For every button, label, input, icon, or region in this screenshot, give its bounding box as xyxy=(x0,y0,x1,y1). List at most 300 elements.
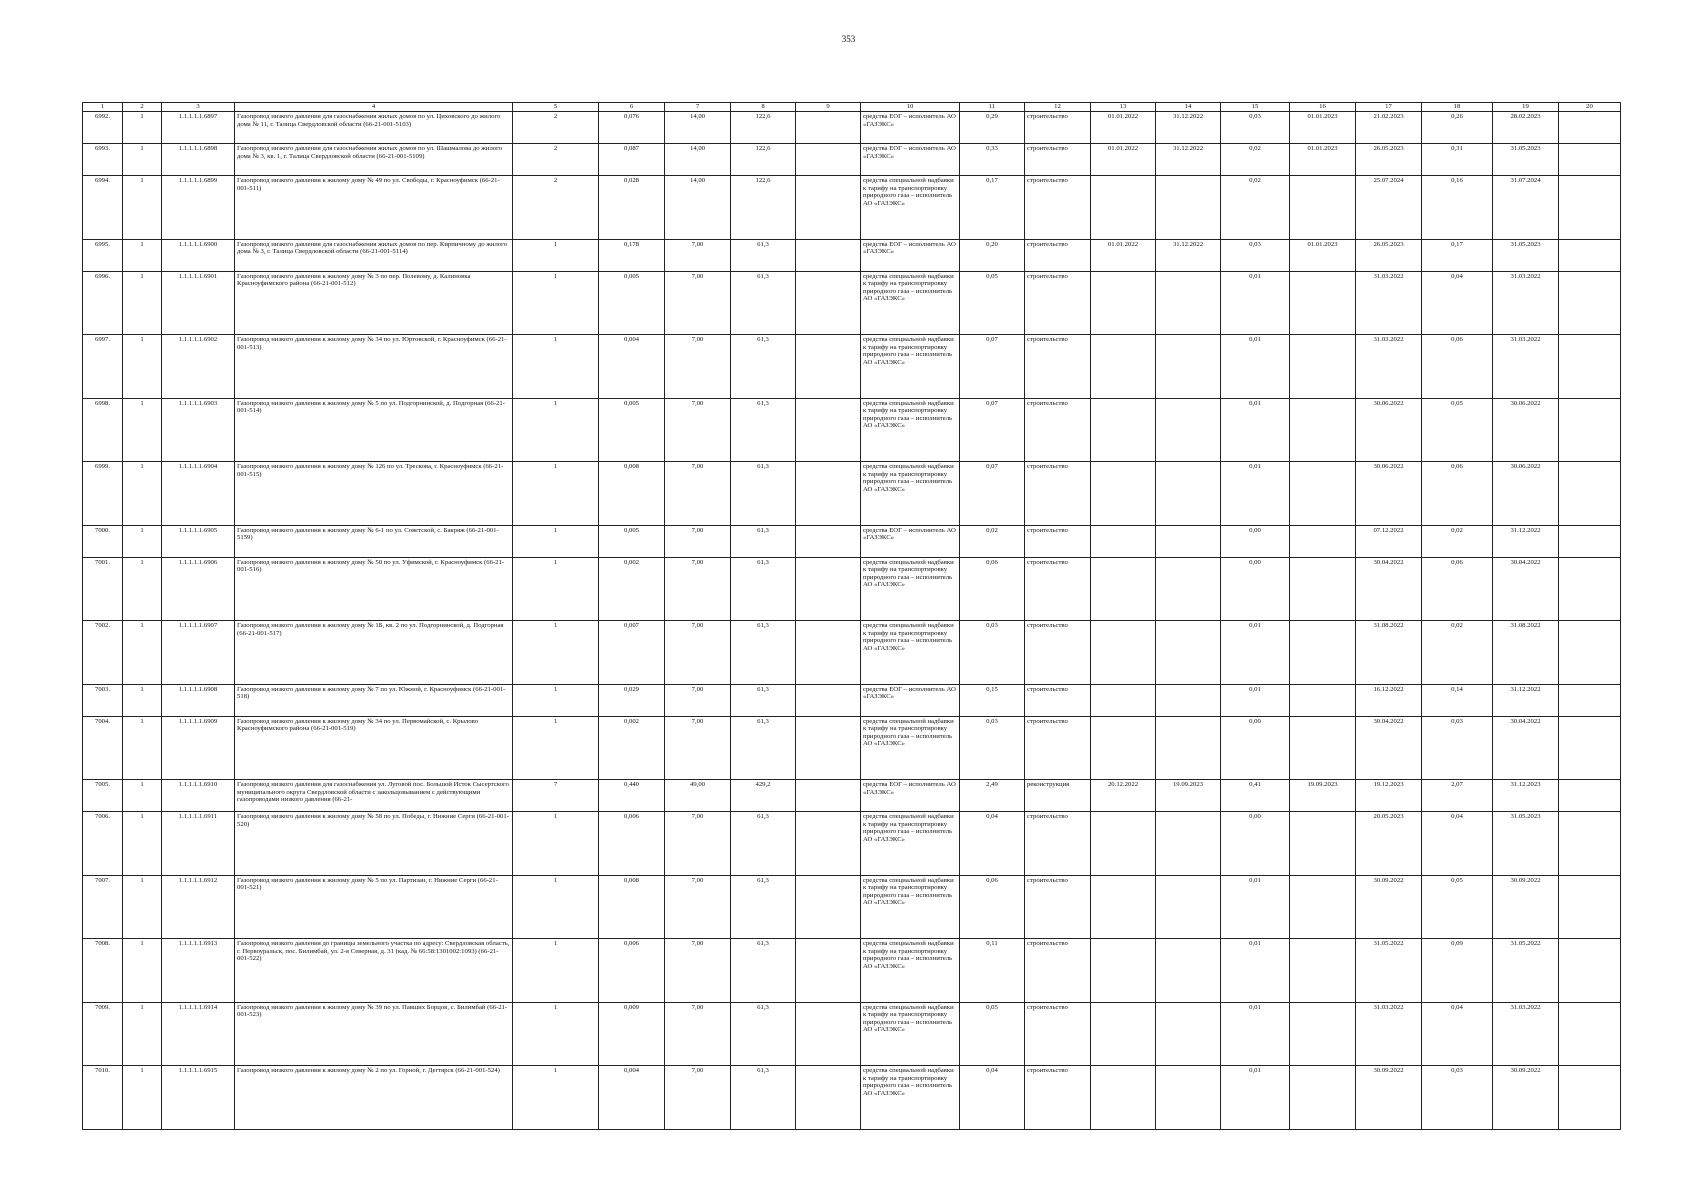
object-code: 1.1.1.1.1.6902 xyxy=(162,335,235,399)
work-type: реконструкция xyxy=(1025,780,1091,812)
col-16: 01.01.2023 xyxy=(1290,144,1356,176)
col-20 xyxy=(1559,875,1621,939)
col-5: 2 xyxy=(513,176,599,240)
table-row xyxy=(83,780,1621,812)
object-code: 1.1.1.1.1.6897 xyxy=(162,112,235,144)
length-km: 0,009 xyxy=(599,1002,665,1066)
commission-date: 30.06.2022 xyxy=(1493,398,1559,462)
length-km: 0,028 xyxy=(599,176,665,240)
work-type: строительство xyxy=(1025,462,1091,526)
col-7: 7,00 xyxy=(665,875,731,939)
row-group: 1 xyxy=(123,525,162,557)
row-index: 6993. xyxy=(83,144,123,176)
col-16 xyxy=(1290,462,1356,526)
row-group: 1 xyxy=(123,780,162,812)
col-16 xyxy=(1290,684,1356,716)
col-9 xyxy=(796,780,861,812)
column-number: 3 xyxy=(162,103,235,112)
table-row xyxy=(83,271,1621,335)
length-km: 0,005 xyxy=(599,398,665,462)
column-number: 15 xyxy=(1221,103,1290,112)
row-index: 6999. xyxy=(83,462,123,526)
work-type: строительство xyxy=(1025,176,1091,240)
col-15: 0,03 xyxy=(1221,112,1290,144)
col-5: 1 xyxy=(513,1002,599,1066)
col-17: 30.09.2022 xyxy=(1356,1066,1422,1130)
end-date xyxy=(1156,684,1221,716)
col-7: 14,00 xyxy=(665,112,731,144)
col-7: 7,00 xyxy=(665,462,731,526)
row-group: 1 xyxy=(123,335,162,399)
col-7: 7,00 xyxy=(665,525,731,557)
start-date: 01.01.2022 xyxy=(1091,112,1156,144)
col-18: 0,26 xyxy=(1422,112,1493,144)
row-group: 1 xyxy=(123,716,162,780)
col-8: 61,3 xyxy=(731,939,796,1003)
col-18: 0,14 xyxy=(1422,684,1493,716)
col-18: 0,05 xyxy=(1422,398,1493,462)
col-8: 61,3 xyxy=(731,557,796,621)
length-km: 0,029 xyxy=(599,684,665,716)
col-16: 01.01.2023 xyxy=(1290,239,1356,271)
object-code: 1.1.1.1.1.6907 xyxy=(162,621,235,685)
col-7: 7,00 xyxy=(665,239,731,271)
col-16 xyxy=(1290,1002,1356,1066)
table-row xyxy=(83,525,1621,557)
col-20 xyxy=(1559,1066,1621,1130)
cost: 0,07 xyxy=(960,462,1025,526)
col-8: 61,3 xyxy=(731,875,796,939)
col-7: 7,00 xyxy=(665,557,731,621)
col-18: 0,17 xyxy=(1422,239,1493,271)
row-group: 1 xyxy=(123,144,162,176)
col-17: 07.12.2022 xyxy=(1356,525,1422,557)
col-15: 0,01 xyxy=(1221,271,1290,335)
col-8: 429,2 xyxy=(731,780,796,812)
col-5: 1 xyxy=(513,716,599,780)
start-date xyxy=(1091,398,1156,462)
row-index: 6998. xyxy=(83,398,123,462)
end-date: 19.09.2023 xyxy=(1156,780,1221,812)
col-16 xyxy=(1290,621,1356,685)
col-5: 1 xyxy=(513,621,599,685)
row-group: 1 xyxy=(123,239,162,271)
start-date xyxy=(1091,684,1156,716)
col-9 xyxy=(796,398,861,462)
financing-source: средства специальной надбавки к тарифу на транспортировку природного газа – исполнитель АО «ГАЗЭКС» xyxy=(861,176,960,240)
col-5: 1 xyxy=(513,812,599,876)
investment-program-table xyxy=(82,102,1621,1130)
cost: 0,07 xyxy=(960,398,1025,462)
start-date xyxy=(1091,621,1156,685)
object-code: 1.1.1.1.1.6908 xyxy=(162,684,235,716)
column-number: 18 xyxy=(1422,103,1493,112)
col-18: 0,02 xyxy=(1422,621,1493,685)
end-date: 31.12.2022 xyxy=(1156,112,1221,144)
end-date xyxy=(1156,621,1221,685)
length-km: 0,008 xyxy=(599,462,665,526)
length-km: 0,087 xyxy=(599,144,665,176)
table-row xyxy=(83,716,1621,780)
col-20 xyxy=(1559,525,1621,557)
col-5: 1 xyxy=(513,462,599,526)
col-8: 61,3 xyxy=(731,335,796,399)
col-8: 61,3 xyxy=(731,239,796,271)
col-5: 1 xyxy=(513,875,599,939)
object-code: 1.1.1.1.1.6915 xyxy=(162,1066,235,1130)
col-20 xyxy=(1559,716,1621,780)
col-16: 01.01.2023 xyxy=(1290,112,1356,144)
end-date xyxy=(1156,335,1221,399)
col-5: 1 xyxy=(513,335,599,399)
col-17: 31.08.2022 xyxy=(1356,621,1422,685)
cost: 0,02 xyxy=(960,525,1025,557)
cost: 0,06 xyxy=(960,557,1025,621)
commission-date: 31.03.2022 xyxy=(1493,335,1559,399)
col-8: 61,3 xyxy=(731,271,796,335)
col-7: 7,00 xyxy=(665,621,731,685)
start-date xyxy=(1091,716,1156,780)
end-date xyxy=(1156,716,1221,780)
financing-source: средства ЕОГ – исполнитель АО «ГАЗЭКС» xyxy=(861,239,960,271)
cost: 0,11 xyxy=(960,939,1025,1003)
col-9 xyxy=(796,271,861,335)
object-code: 1.1.1.1.1.6912 xyxy=(162,875,235,939)
object-name: Газопровод низкого давления к жилому дому № 6-1 по ул. Советской, с. Бакряж (66-21-001-5159) xyxy=(235,525,513,557)
column-number: 11 xyxy=(960,103,1025,112)
work-type: строительство xyxy=(1025,875,1091,939)
financing-source: средства специальной надбавки к тарифу на транспортировку природного газа – исполнитель АО «ГАЗЭКС» xyxy=(861,875,960,939)
length-km: 0,005 xyxy=(599,271,665,335)
commission-date: 31.07.2024 xyxy=(1493,176,1559,240)
col-15: 0,01 xyxy=(1221,875,1290,939)
col-17: 25.07.2024 xyxy=(1356,176,1422,240)
column-number: 1 xyxy=(83,103,123,112)
work-type: строительство xyxy=(1025,716,1091,780)
work-type: строительство xyxy=(1025,335,1091,399)
column-number: 4 xyxy=(235,103,513,112)
col-16 xyxy=(1290,939,1356,1003)
object-code: 1.1.1.1.1.6909 xyxy=(162,716,235,780)
commission-date: 28.02.2023 xyxy=(1493,112,1559,144)
length-km: 0,178 xyxy=(599,239,665,271)
col-8: 61,3 xyxy=(731,462,796,526)
row-index: 7000. xyxy=(83,525,123,557)
col-20 xyxy=(1559,621,1621,685)
end-date xyxy=(1156,1066,1221,1130)
row-group: 1 xyxy=(123,398,162,462)
start-date xyxy=(1091,1002,1156,1066)
col-16 xyxy=(1290,557,1356,621)
col-7: 7,00 xyxy=(665,684,731,716)
length-km: 0,006 xyxy=(599,812,665,876)
table-row xyxy=(83,144,1621,176)
row-index: 6992. xyxy=(83,112,123,144)
table-row xyxy=(83,335,1621,399)
row-index: 7004. xyxy=(83,716,123,780)
col-17: 20.05.2023 xyxy=(1356,812,1422,876)
end-date xyxy=(1156,176,1221,240)
col-8: 61,3 xyxy=(731,812,796,876)
col-15: 0,00 xyxy=(1221,716,1290,780)
start-date xyxy=(1091,335,1156,399)
col-16 xyxy=(1290,875,1356,939)
end-date xyxy=(1156,939,1221,1003)
col-18: 0,04 xyxy=(1422,271,1493,335)
col-5: 1 xyxy=(513,239,599,271)
row-index: 7006. xyxy=(83,812,123,876)
financing-source: средства ЕОГ – исполнитель АО «ГАЗЭКС» xyxy=(861,112,960,144)
cost: 0,29 xyxy=(960,112,1025,144)
col-18: 0,06 xyxy=(1422,557,1493,621)
col-9 xyxy=(796,939,861,1003)
col-7: 7,00 xyxy=(665,716,731,780)
row-index: 7001. xyxy=(83,557,123,621)
work-type: строительство xyxy=(1025,684,1091,716)
col-7: 49,00 xyxy=(665,780,731,812)
start-date xyxy=(1091,525,1156,557)
col-15: 0,03 xyxy=(1221,239,1290,271)
col-9 xyxy=(796,1066,861,1130)
col-5: 2 xyxy=(513,144,599,176)
work-type: строительство xyxy=(1025,525,1091,557)
col-15: 0,00 xyxy=(1221,525,1290,557)
length-km: 0,002 xyxy=(599,716,665,780)
col-17: 31.03.2022 xyxy=(1356,1002,1422,1066)
col-8: 61,3 xyxy=(731,716,796,780)
commission-date: 30.09.2022 xyxy=(1493,875,1559,939)
table-body xyxy=(83,112,1621,1130)
col-18: 0,04 xyxy=(1422,812,1493,876)
column-number: 17 xyxy=(1356,103,1422,112)
financing-source: средства специальной надбавки к тарифу на транспортировку природного газа – исполнитель АО «ГАЗЭКС» xyxy=(861,335,960,399)
cost: 0,03 xyxy=(960,716,1025,780)
row-group: 1 xyxy=(123,812,162,876)
end-date xyxy=(1156,525,1221,557)
end-date xyxy=(1156,557,1221,621)
row-index: 7010. xyxy=(83,1066,123,1130)
end-date: 31.12.2022 xyxy=(1156,144,1221,176)
col-9 xyxy=(796,812,861,876)
object-name: Газопровод низкого давления к жилому дому № 50 по ул. Уфимской, г. Красноуфимск (66-21-001-516) xyxy=(235,557,513,621)
work-type: строительство xyxy=(1025,939,1091,1003)
row-group: 1 xyxy=(123,1002,162,1066)
cost: 0,17 xyxy=(960,176,1025,240)
col-17: 31.05.2022 xyxy=(1356,939,1422,1003)
col-20 xyxy=(1559,684,1621,716)
col-5: 1 xyxy=(513,684,599,716)
financing-source: средства ЕОГ – исполнитель АО «ГАЗЭКС» xyxy=(861,525,960,557)
commission-date: 31.08.2022 xyxy=(1493,621,1559,685)
col-5: 7 xyxy=(513,780,599,812)
table-row xyxy=(83,176,1621,240)
col-8: 122,6 xyxy=(731,176,796,240)
financing-source: средства специальной надбавки к тарифу на транспортировку природного газа – исполнитель АО «ГАЗЭКС» xyxy=(861,621,960,685)
col-20 xyxy=(1559,1002,1621,1066)
object-name: Газопровод низкого давления до границы земельного участка по адресу: Свердловская область, г. Первоуральск, пос. Билимбай, ул. 2-я Северная, д. 31 (кад. № 66:58:1301002:1093) (66-21-001-522) xyxy=(235,939,513,1003)
length-km: 0,004 xyxy=(599,1066,665,1130)
length-km: 0,005 xyxy=(599,525,665,557)
col-8: 61,3 xyxy=(731,525,796,557)
col-16: 19.09.2023 xyxy=(1290,780,1356,812)
col-16 xyxy=(1290,525,1356,557)
column-number: 6 xyxy=(599,103,665,112)
row-group: 1 xyxy=(123,271,162,335)
end-date xyxy=(1156,271,1221,335)
col-17: 31.03.2022 xyxy=(1356,271,1422,335)
col-7: 7,00 xyxy=(665,335,731,399)
object-name: Газопровод низкого давления к жилому дому № 1Б, кв. 2 по ул. Подгорнинской, д. Подгорная (66-21-001-517) xyxy=(235,621,513,685)
commission-date: 31.03.2022 xyxy=(1493,1002,1559,1066)
col-7: 14,00 xyxy=(665,176,731,240)
commission-date: 31.12.2022 xyxy=(1493,684,1559,716)
cost: 0,06 xyxy=(960,875,1025,939)
col-5: 1 xyxy=(513,525,599,557)
work-type: строительство xyxy=(1025,398,1091,462)
work-type: строительство xyxy=(1025,621,1091,685)
object-name: Газопровод низкого давления для газоснабжения ул. Луговой пос. Большой Исток Сысертского муниципального округа Свердловской области с закольцовыванием с действующими газопроводами низкого давления (66-21- xyxy=(235,780,513,812)
col-17: 21.02.2023 xyxy=(1356,112,1422,144)
object-name: Газопровод низкого давления к жилому дому № 5 по ул. Партизан, г. Нижние Серги (66-21-001-521) xyxy=(235,875,513,939)
row-index: 7003. xyxy=(83,684,123,716)
row-index: 7007. xyxy=(83,875,123,939)
start-date: 20.12.2022 xyxy=(1091,780,1156,812)
col-15: 0,01 xyxy=(1221,1066,1290,1130)
column-number: 10 xyxy=(861,103,960,112)
col-15: 0,01 xyxy=(1221,398,1290,462)
col-18: 0,09 xyxy=(1422,939,1493,1003)
col-17: 30.09.2022 xyxy=(1356,875,1422,939)
col-17: 30.04.2022 xyxy=(1356,557,1422,621)
row-group: 1 xyxy=(123,939,162,1003)
col-7: 7,00 xyxy=(665,939,731,1003)
financing-source: средства специальной надбавки к тарифу на транспортировку природного газа – исполнитель АО «ГАЗЭКС» xyxy=(861,462,960,526)
object-code: 1.1.1.1.1.6898 xyxy=(162,144,235,176)
commission-date: 31.12.2022 xyxy=(1493,525,1559,557)
start-date xyxy=(1091,939,1156,1003)
col-5: 1 xyxy=(513,398,599,462)
col-20 xyxy=(1559,239,1621,271)
col-5: 1 xyxy=(513,271,599,335)
col-16 xyxy=(1290,1066,1356,1130)
table-row xyxy=(83,1002,1621,1066)
col-7: 7,00 xyxy=(665,1066,731,1130)
col-20 xyxy=(1559,176,1621,240)
object-name: Газопровод низкого давления к жилому дому № 58 по ул. Победы, г. Нижние Серги (66-21-001-520) xyxy=(235,812,513,876)
column-number: 20 xyxy=(1559,103,1621,112)
table-row xyxy=(83,398,1621,462)
table-row xyxy=(83,684,1621,716)
commission-date: 31.05.2023 xyxy=(1493,144,1559,176)
work-type: строительство xyxy=(1025,112,1091,144)
commission-date: 31.05.2023 xyxy=(1493,239,1559,271)
object-code: 1.1.1.1.1.6904 xyxy=(162,462,235,526)
object-name: Газопровод низкого давления для газоснабжения жилых домов по ул. Шашмалова до жилого дома № 3, кв. 1, г. Талица Свердловской области (66-21-001-5109) xyxy=(235,144,513,176)
col-5: 1 xyxy=(513,1066,599,1130)
financing-source: средства специальной надбавки к тарифу на транспортировку природного газа – исполнитель АО «ГАЗЭКС» xyxy=(861,812,960,876)
col-20 xyxy=(1559,557,1621,621)
col-8: 122,6 xyxy=(731,144,796,176)
col-20 xyxy=(1559,335,1621,399)
col-15: 0,01 xyxy=(1221,684,1290,716)
col-15: 0,01 xyxy=(1221,939,1290,1003)
col-9 xyxy=(796,335,861,399)
col-9 xyxy=(796,557,861,621)
row-group: 1 xyxy=(123,176,162,240)
row-index: 6997. xyxy=(83,335,123,399)
col-16 xyxy=(1290,716,1356,780)
row-index: 7008. xyxy=(83,939,123,1003)
col-8: 122,6 xyxy=(731,112,796,144)
financing-source: средства ЕОГ – исполнитель АО «ГАЗЭКС» xyxy=(861,780,960,812)
cost: 0,33 xyxy=(960,144,1025,176)
col-20 xyxy=(1559,112,1621,144)
col-17: 26.05.2023 xyxy=(1356,239,1422,271)
page-number: 353 xyxy=(841,34,856,44)
length-km: 0,007 xyxy=(599,621,665,685)
col-15: 0,02 xyxy=(1221,144,1290,176)
row-index: 6996. xyxy=(83,271,123,335)
row-group: 1 xyxy=(123,875,162,939)
col-15: 0,02 xyxy=(1221,176,1290,240)
object-code: 1.1.1.1.1.6901 xyxy=(162,271,235,335)
column-number: 14 xyxy=(1156,103,1221,112)
cost: 0,04 xyxy=(960,1066,1025,1130)
start-date xyxy=(1091,812,1156,876)
col-18: 0,06 xyxy=(1422,335,1493,399)
length-km: 0,004 xyxy=(599,335,665,399)
col-18: 0,16 xyxy=(1422,176,1493,240)
work-type: строительство xyxy=(1025,1002,1091,1066)
commission-date: 31.03.2022 xyxy=(1493,271,1559,335)
col-17: 31.03.2022 xyxy=(1356,335,1422,399)
row-index: 6994. xyxy=(83,176,123,240)
object-code: 1.1.1.1.1.6903 xyxy=(162,398,235,462)
col-17: 19.12.2023 xyxy=(1356,780,1422,812)
cost: 0,04 xyxy=(960,812,1025,876)
work-type: строительство xyxy=(1025,1066,1091,1130)
object-code: 1.1.1.1.1.6911 xyxy=(162,812,235,876)
row-group: 1 xyxy=(123,112,162,144)
col-15: 0,01 xyxy=(1221,1002,1290,1066)
col-7: 7,00 xyxy=(665,271,731,335)
object-name: Газопровод низкого давления к жилому дому № 49 по ул. Свободы, г. Красноуфимск (66-21-001-511) xyxy=(235,176,513,240)
table-row xyxy=(83,812,1621,876)
commission-date: 30.06.2022 xyxy=(1493,462,1559,526)
col-5: 1 xyxy=(513,939,599,1003)
col-18: 2,07 xyxy=(1422,780,1493,812)
end-date xyxy=(1156,875,1221,939)
col-16 xyxy=(1290,812,1356,876)
start-date xyxy=(1091,557,1156,621)
row-index: 7009. xyxy=(83,1002,123,1066)
start-date xyxy=(1091,875,1156,939)
column-number: 8 xyxy=(731,103,796,112)
length-km: 0,002 xyxy=(599,557,665,621)
object-name: Газопровод низкого давления к жилому дому № 2 по ул. Горной, г. Дегтярск (66-21-001-524) xyxy=(235,1066,513,1130)
row-group: 1 xyxy=(123,1066,162,1130)
column-number: 13 xyxy=(1091,103,1156,112)
col-9 xyxy=(796,112,861,144)
col-18: 0,03 xyxy=(1422,716,1493,780)
length-km: 0,008 xyxy=(599,875,665,939)
object-name: Газопровод низкого давления к жилому дому № 126 по ул. Трескова, г. Красноуфимск (66-21-001-515) xyxy=(235,462,513,526)
row-group: 1 xyxy=(123,621,162,685)
col-15: 0,01 xyxy=(1221,621,1290,685)
length-km: 0,006 xyxy=(599,939,665,1003)
cost: 0,07 xyxy=(960,335,1025,399)
start-date: 01.01.2022 xyxy=(1091,239,1156,271)
